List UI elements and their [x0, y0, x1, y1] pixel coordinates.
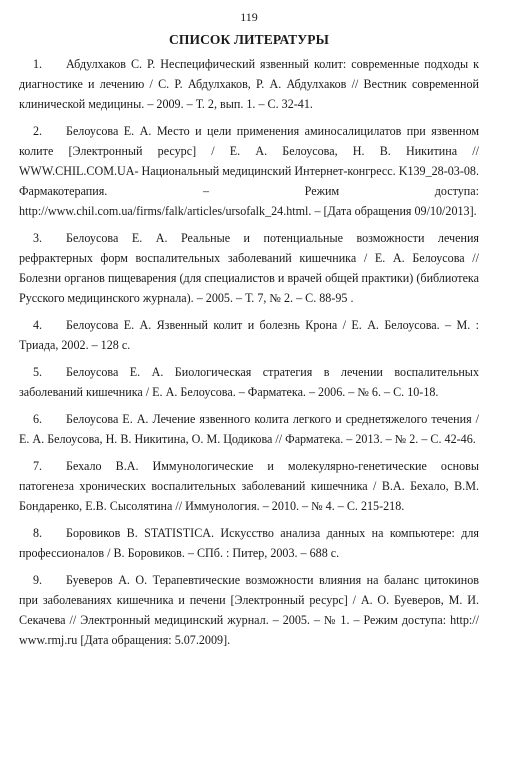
reference-text: Белоусова Е. А. Язвенный колит и болезнь Крона / Е. А. Белоусова. – М. : Триада, 2002. – 128 с.	[19, 318, 479, 352]
reference-text: Буеверов А. О. Терапевтические возможности влияния на баланс цитокинов при заболеваниях кишечника и печени [Электронный ресурс] / А. О. Буеверов, М. И. Секачева // Электронный медицинский журнал. – 2005. – № 1. – Режим доступа: http:// www.rmj.ru [Дата обращения: 5.07.2009].	[19, 573, 479, 647]
reference-text: Абдулхаков С. Р. Неспецифический язвенный колит: современные подходы к диагностике и лечению / С. Р. Абдулхаков, Р. А. Абдулхаков // Вестник современной клинической медицины. – 2009. – Т. 2, вып. 1. – С. 32-41.	[19, 57, 479, 111]
reference-number: 3.	[33, 231, 43, 245]
reference-item	[19, 121, 479, 221]
page-number: 119	[240, 10, 258, 24]
reference-item	[19, 362, 479, 402]
reference-item	[19, 54, 479, 114]
reference-number: 2.	[33, 124, 43, 138]
reference-number: 8.	[33, 526, 43, 540]
page-title: СПИСОК ЛИТЕРАТУРЫ	[169, 32, 329, 47]
reference-text: Бехало В.А. Иммунологические и молекулярно-генетические основы патогенеза хронических воспалительных заболеваний кишечника / В.А. Бехало, В.М. Бондаренко, Е.В. Сысолятина // Иммунология. – 2010. – № 4. – С. 215-218.	[19, 459, 479, 513]
reference-item	[19, 456, 479, 516]
reference-number: 7.	[33, 459, 43, 473]
reference-item	[19, 228, 479, 308]
reference-number: 5.	[33, 365, 43, 379]
reference-item	[19, 315, 479, 355]
reference-item	[19, 409, 479, 449]
reference-text: Белоусова Е. А. Лечение язвенного колита легкого и среднетяжелого течения / Е. А. Белоусова, Н. В. Никитина, О. М. Цодикова // Фарматека. – 2013. – № 2. – С. 42-46.	[19, 412, 479, 446]
reference-list	[19, 54, 479, 650]
reference-item	[19, 523, 479, 563]
reference-text: Боровиков В. STATISTICA. Искусство анализа данных на компьютере: для профессионалов / В. Боровиков. – СПб. : Питер, 2003. – 688 с.	[19, 526, 479, 560]
reference-text: Белоусова Е. А. Биологическая стратегия в лечении воспалительных заболеваний кишечника / Е. А. Белоусова. – Фарматека. – 2006. – № 6. – С. 10-18.	[19, 365, 479, 399]
reference-number: 9.	[33, 573, 43, 587]
reference-number: 1.	[33, 57, 43, 71]
reference-text: Белоусова Е. А. Реальные и потенциальные возможности лечения рефрактерных форм воспалительных заболеваний кишечника / Е. А. Белоусова // Болезни органов пищеварения (для специалистов и врачей общей практики) (библиотека Русского медицинского журнала). – 2005. – Т. 7, № 2. – С. 88-95 .	[19, 231, 479, 305]
reference-item	[19, 570, 479, 650]
reference-number: 4.	[33, 318, 43, 332]
reference-number: 6.	[33, 412, 43, 426]
reference-text: Белоусова Е. А. Место и цели применения аминосалицилатов при язвенном колите [Электронный ресурс] / Е. А. Белоусова, Н. В. Никитина // WWW.CHIL.COM.UA- Национальный медицинский Интернет-конгресс. K139_28-03-08. Фармакотерапия. – Режим доступа: http://www.chil.com.ua/firms/falk/articles/ursofalk_24.html. – [Дата обращения 09/10/2013].	[19, 124, 479, 218]
